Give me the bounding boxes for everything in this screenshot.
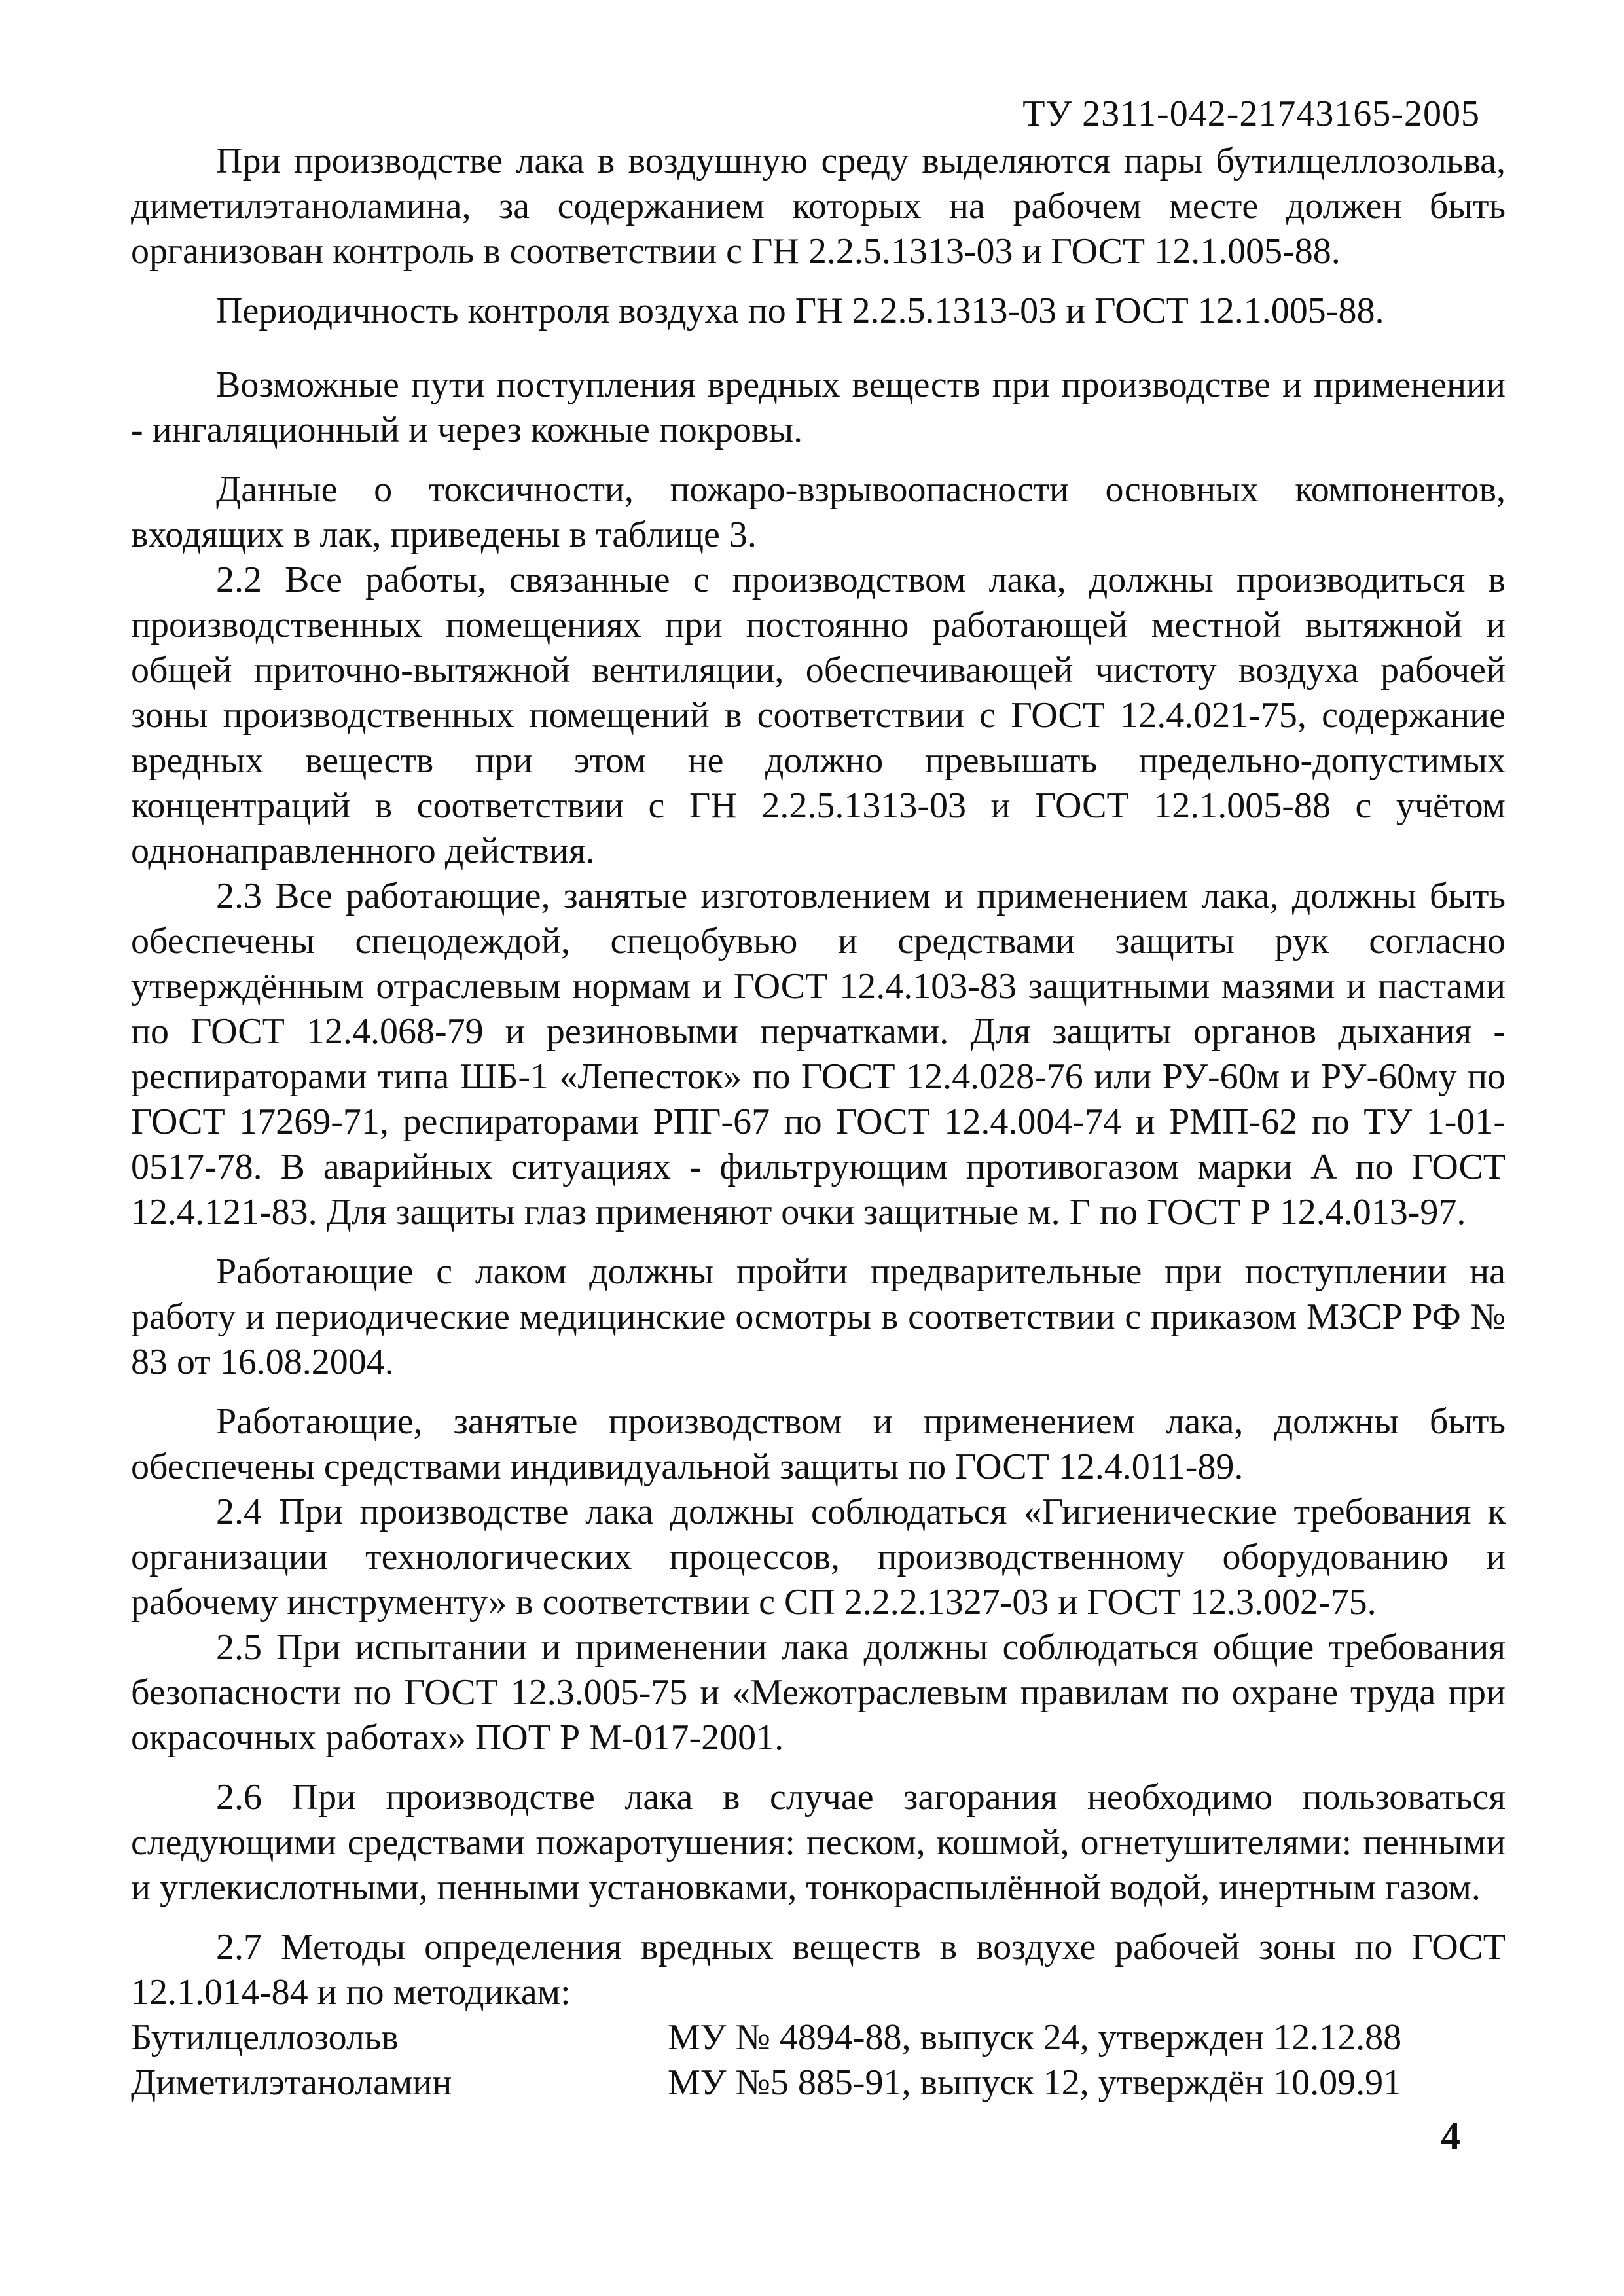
paragraph-2-6-fire-fighting: 2.6 При производстве лака в случае загорания необходимо пользоваться следующими средствами пожаротушения: песком, кошмой, огнетушителями: пенными и углекислотными, пенными установками, тонкораспылённой водой, инертным газом. [131, 1777, 1506, 1908]
list-item [131, 2015, 1506, 2060]
paragraph-control-periodicity: Периодичность контроля воздуха по ГН 2.2.5.1313-03 и ГОСТ 12.1.005-88. [216, 291, 1384, 331]
paragraph-toxicity-data: Данные о токсичности, пожаро-взрывоопасности основных компонентов, входящих в лак, приведены в таблице 3. [131, 469, 1506, 555]
methods-list [131, 2015, 1506, 2106]
method-document: МУ № 4894-88, выпуск 24, утвержден 12.12.88 [668, 2017, 1402, 2058]
method-substance: Бутилцеллозольв [131, 2017, 399, 2058]
paragraph-air-release: При производстве лака в воздушную среду выделяются пары бутилцеллозольва, диметилэтаноламина, за содержанием которых на рабочем месте должен быть организован контроль в соответствии с ГН 2.2.5.1313-03 и ГОСТ 12.1.005-88. [131, 141, 1506, 272]
method-substance: Диметилэтаноламин [131, 2062, 452, 2103]
paragraph-2-7-methods: 2.7 Методы определения вредных веществ в воздухе рабочей зоны по ГОСТ 12.1.014-84 и по методикам: [131, 1927, 1506, 2013]
document-code: ТУ 2311-042-21743165-2005 [1022, 94, 1480, 134]
paragraph-individual-protection: Работающие, занятые производством и применением лака, должны быть обеспечены средствами индивидуальной защиты по ГОСТ 12.4.011-89. [131, 1401, 1506, 1487]
paragraph-exposure-routes: Возможные пути поступления вредных веществ при производстве и применении - ингаляционный и через кожные покровы. [131, 365, 1506, 450]
list-item [131, 2060, 1506, 2106]
paragraph-medical-exams: Работающие с лаком должны пройти предварительные при поступлении на работу и периодические медицинские осмотры в соответствии с приказом МЗСР РФ № 83 от 16.08.2004. [131, 1251, 1506, 1382]
paragraph-2-2-ventilation: 2.2 Все работы, связанные с производством лака, должны производиться в производственных помещениях при постоянно работающей местной вытяжной и общей приточно-вытяжной вентиляции, обеспечивающей чистоту воздуха рабочей зоны производственных помещений в соответствии с ГОСТ 12.4.021-75, содержание вредных веществ при этом не должно превышать предельно-допустимых концентраций в соответствии с ГН 2.2.5.1313-03 и ГОСТ 12.1.005-88 с учётом однонаправленного действия. [131, 560, 1506, 871]
paragraph-2-3-protective-equipment: 2.3 Все работающие, занятые изготовлением и применением лака, должны быть обеспечены спецодеждой, спецобувью и средствами защиты рук согласно утверждённым отраслевым нормам и ГОСТ 12.4.103-83 защитными мазями и пастами по ГОСТ 12.4.068-79 и резиновыми перчатками. Для защиты органов дыхания - респираторами типа ШБ-1 «Лепесток» по ГОСТ 12.4.028-76 или РУ-60м и РУ-60му по ГОСТ 17269-71, респираторами РПГ-67 по ГОСТ 12.4.004-74 и РМП-62 по ТУ 1-01-0517-78. В аварийных ситуациях - фильтрующим противогазом марки А по ГОСТ 12.4.121-83. Для защиты глаз применяют очки защитные м. Г по ГОСТ Р 12.4.013-97. [131, 876, 1506, 1232]
paragraph-2-5-safety: 2.5 При испытании и применении лака должны соблюдаться общие требования безопасности по ГОСТ 12.3.005-75 и «Межотраслевым правилам по охране труда при окрасочных работах» ПОТ Р М-017-2001. [131, 1627, 1506, 1758]
method-document: МУ №5 885-91, выпуск 12, утверждён 10.09.91 [668, 2062, 1402, 2103]
page-number: 4 [1441, 2115, 1460, 2158]
document-body [131, 139, 1506, 2106]
paragraph-2-4-hygiene: 2.4 При производстве лака должны соблюдаться «Гигиенические требования к организации технологических процессов, производственному оборудованию и рабочему инструменту» в соответствии с СП 2.2.2.1327-03 и ГОСТ 12.3.002-75. [131, 1492, 1506, 1623]
